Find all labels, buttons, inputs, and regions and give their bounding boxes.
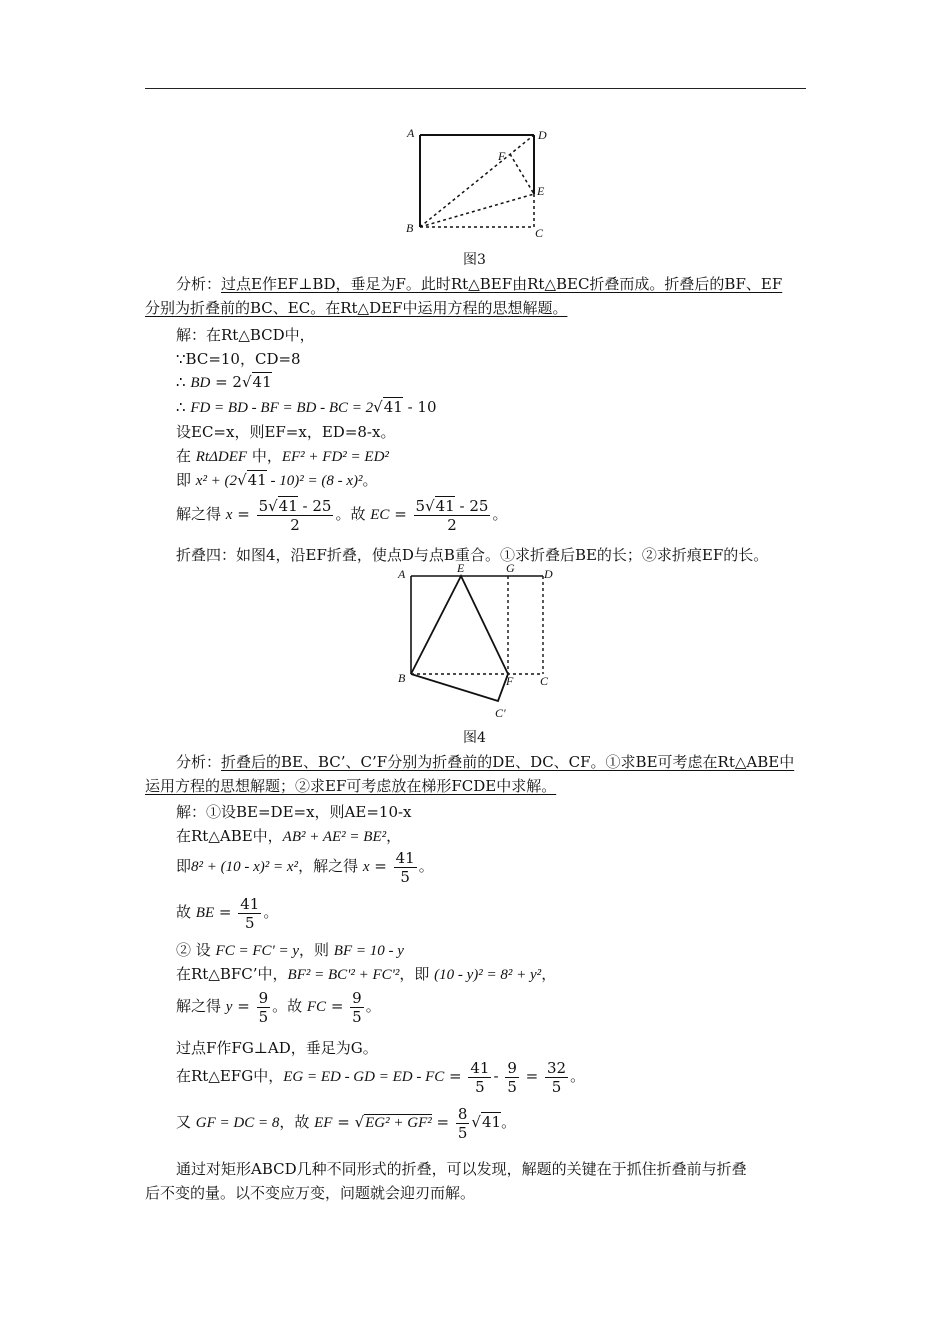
fold3-bd: ∴ BD = 2√41: [176, 373, 272, 391]
fig3-label-E: E: [537, 184, 545, 198]
figure-4-diagram: [395, 561, 565, 721]
figure-3-diagram: [400, 124, 560, 239]
fold4-step2: 在Rt△ABE中，AB² + AE² = BE²，: [176, 827, 402, 845]
fold3-fd: ∴ FD = BD - BF = BD - BC = 2√41 - 10: [176, 398, 437, 416]
fold4-title: 折叠四：如图4，沿EF折叠，使点D与点B重合。①求折叠后BE的长；②求折痕EF的长。: [176, 546, 769, 564]
fig4-label-A: A: [398, 567, 406, 581]
conclusion-line2: 后不变的量。以不变应万变，问题就会迎刃而解。: [145, 1184, 476, 1202]
figure-3-caption: 图3: [463, 252, 486, 268]
fold3-sol-intro: 解：在Rt△BCD中，: [176, 326, 315, 344]
fig3-label-D: D: [538, 128, 547, 142]
fold4-step10: 又 GF = DC = 8，故 EF = √EG² + GF² = $\frac{8}{5}$ √41。: [176, 1104, 517, 1142]
fold4-step4: 故 BE = $\frac{41}{5}$ 。: [176, 894, 279, 932]
figure-4-caption: 图4: [463, 730, 486, 746]
fig4-label-E: E: [457, 561, 465, 575]
fold3-equation: 即 x² + (2√41 - 10)² = (8 - x)²。: [176, 471, 378, 489]
fold3-analysis-line2: 分别为折叠前的BC、EC。在Rt△DEF中运用方程的思想解题。: [145, 299, 568, 317]
fold4-step8: 过点F作FG⊥AD，垂足为G。: [176, 1039, 378, 1057]
fold4-step7: 解之得 y = $\frac{9}{5}$ 。故 FC = $\frac{9}{5}$ 。: [176, 988, 381, 1026]
fold4-step3: 即8² + (10 - x)² = x²，解之得 x = $\frac{41}{5}$ 。: [176, 848, 434, 886]
fig3-label-C: C: [535, 226, 544, 239]
fig3-label-A: A: [407, 126, 415, 140]
fig4-label-G: G: [506, 561, 515, 575]
fold3-because: ∵BC=10，CD=8: [176, 350, 301, 368]
fold4-step6: 在Rt△BFC’中，BF² = BC'² + FC'²，即 (10 - y)² = 8² + y²，: [176, 965, 557, 983]
fold3-set: 设EC=x，则EF=x，ED=8-x。: [176, 423, 396, 441]
fig4-label-B: B: [398, 671, 406, 685]
fig3-label-B: B: [406, 221, 414, 235]
fold4-step5: ② 设 FC = FC' = y，则 BF = 10 - y: [176, 941, 404, 959]
fold4-analysis-line1: 分析：折叠后的BE、BC’、C’F分别为折叠前的DE、DC、CF。①求BE可考虑在Rt△ABE中: [176, 753, 795, 771]
fig4-label-D: D: [544, 567, 553, 581]
fig4-label-C: C: [540, 674, 549, 688]
fold4-analysis-line2: 运用方程的思想解题；②求EF可考虑放在梯形FCDE中求解。: [145, 777, 557, 795]
fig4-label-F: F: [506, 674, 514, 688]
fold4-step9: 在Rt△EFG中，EG = ED - GD = ED - FC = $\frac{41}{5}$ - $\frac{9}{5}$ = $\frac{32}{5}$ 。: [176, 1058, 586, 1096]
header-rule: [145, 88, 806, 89]
fig4-label-C-prime: C': [495, 706, 506, 720]
fold4-step1: 解：①设BE=DE=x，则AE=10-x: [176, 803, 412, 821]
fold3-analysis-line1: 分析：过点E作EF⊥BD，垂足为F。此时Rt△BEF由Rt△BEC折叠而成。折叠后的BF、EF: [176, 275, 783, 293]
fig3-label-F: F: [498, 149, 506, 163]
conclusion-line1: 通过对矩形ABCD几种不同形式的折叠，可以发现，解题的关键在于抓住折叠前与折叠: [176, 1160, 747, 1178]
fold3-in-tri: 在 RtΔDEF 中，EF² + FD² = ED²: [176, 447, 389, 465]
fold3-solution: 解之得 x = $\frac{5√41 - 25}{2}$ 。故 EC = $\frac{5√41 - 25}{2}$ 。: [176, 496, 508, 534]
